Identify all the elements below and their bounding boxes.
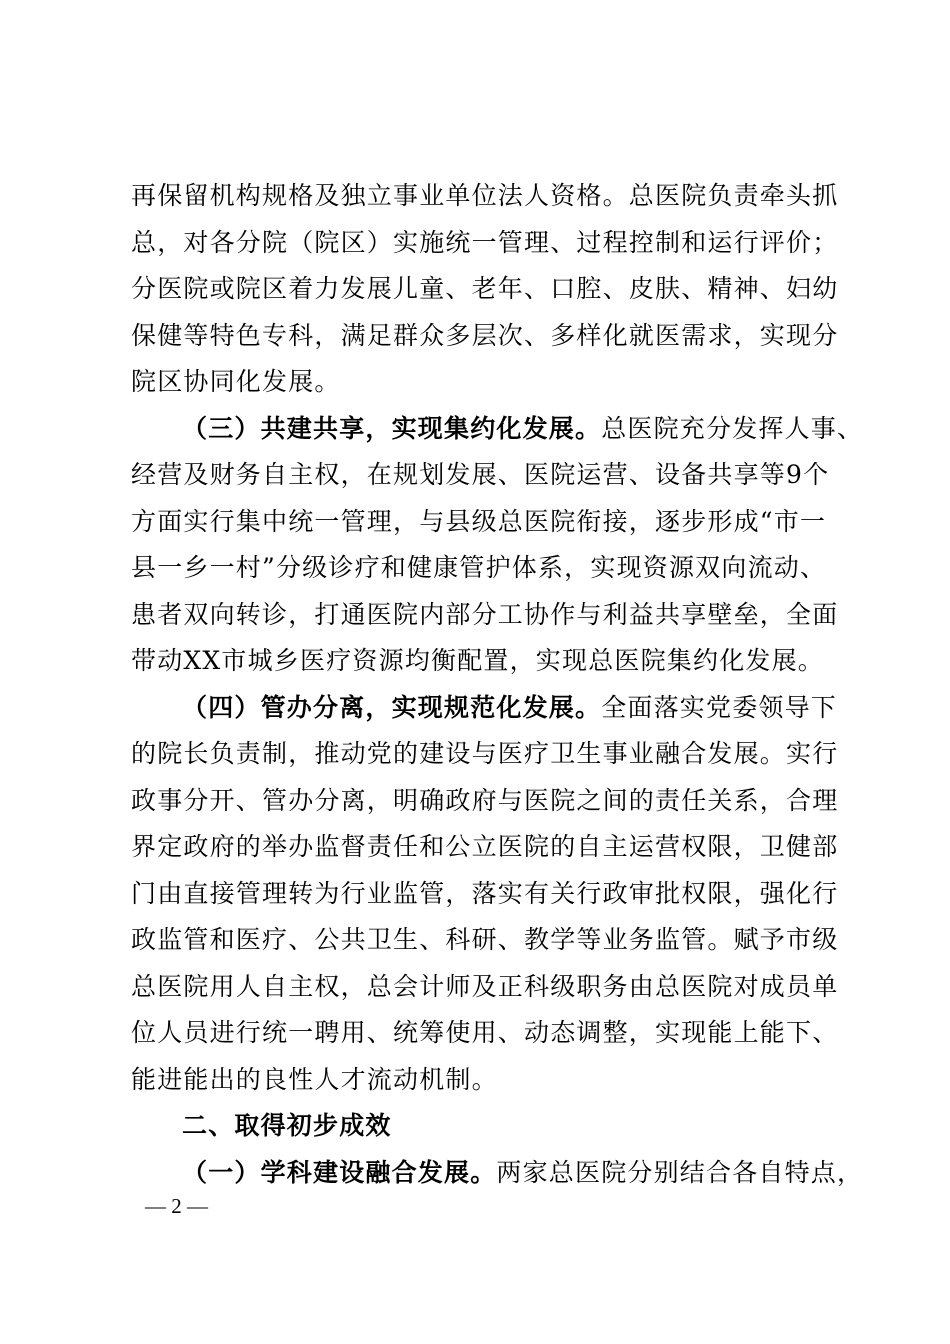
section-1-first-line: [182, 1157, 863, 1189]
section-4-text: 全面落实党委领导下: [601, 693, 838, 722]
section-4-heading: （四）管办分离，实现规范化发展。: [182, 693, 602, 722]
text-line: 再保留机构规格及独立事业单位法人资格。总医院负责牵头抓: [131, 181, 839, 210]
part-2-heading: 二、取得初步成效: [182, 1111, 392, 1140]
section-3-first-line: [182, 413, 863, 445]
text-line: 政事分开、管办分离，明确政府与医院之间的责任关系，合理: [131, 786, 839, 815]
text-line: 门由直接管理转为行业监管，落实有关行政审批权限，强化行: [131, 879, 839, 908]
section-1-heading: （一）学科建设融合发展。: [182, 1158, 497, 1187]
text-line: 分医院或院区着力发展儿童、老年、口腔、皮肤、精神、妇幼: [131, 274, 839, 303]
section-3-text: 总医院充分发挥人事、: [601, 414, 864, 443]
text-line: 位人员进行统一聘用、统筹使用、动态调整，实现能上能下、: [131, 1018, 839, 1047]
text-line: 带动XX市城乡医疗资源均衡配置，实现总医院集约化发展。: [131, 646, 824, 675]
text-line: 总医院用人自主权，总会计师及正科级职务由总医院对成员单: [131, 972, 839, 1001]
text-line: 经营及财务自主权，在规划发展、医院运营、设备共享等9个: [131, 460, 830, 489]
text-line: 界定政府的举办监督责任和公立医院的自主运营权限，卫健部: [131, 832, 839, 861]
text-line: 方面实行集中统一管理，与县级总医院衔接，逐步形成“市一: [131, 507, 827, 536]
text-line: 能进能出的良性人才流动机制。: [131, 1065, 498, 1094]
section-1-text: 两家总医院分别结合各自特点，: [496, 1158, 864, 1187]
text-line: 保健等特色专科，满足群众多层次、多样化就医需求，实现分: [131, 321, 839, 350]
text-line: 的院长负责制，推动党的建设与医疗卫生事业融合发展。实行: [131, 739, 839, 768]
section-3-heading: （三）共建共享，实现集约化发展。: [182, 414, 602, 443]
text-line: 总，对各分院（院区）实施统一管理、过程控制和运行评价；: [131, 228, 839, 257]
page-number: — 2 —: [145, 1194, 208, 1218]
text-line: 政监管和医疗、公共卫生、科研、教学等业务监管。赋予市级: [131, 925, 839, 954]
text-line: 院区协同化发展。: [131, 367, 341, 396]
section-4-first-line: [182, 692, 837, 724]
text-line: 患者双向转诊，打通医院内部分工协作与利益共享壁垒，全面: [131, 600, 839, 629]
text-line: 县一乡一村”分级诊疗和健康管护体系，实现资源双向流动、: [131, 553, 827, 582]
